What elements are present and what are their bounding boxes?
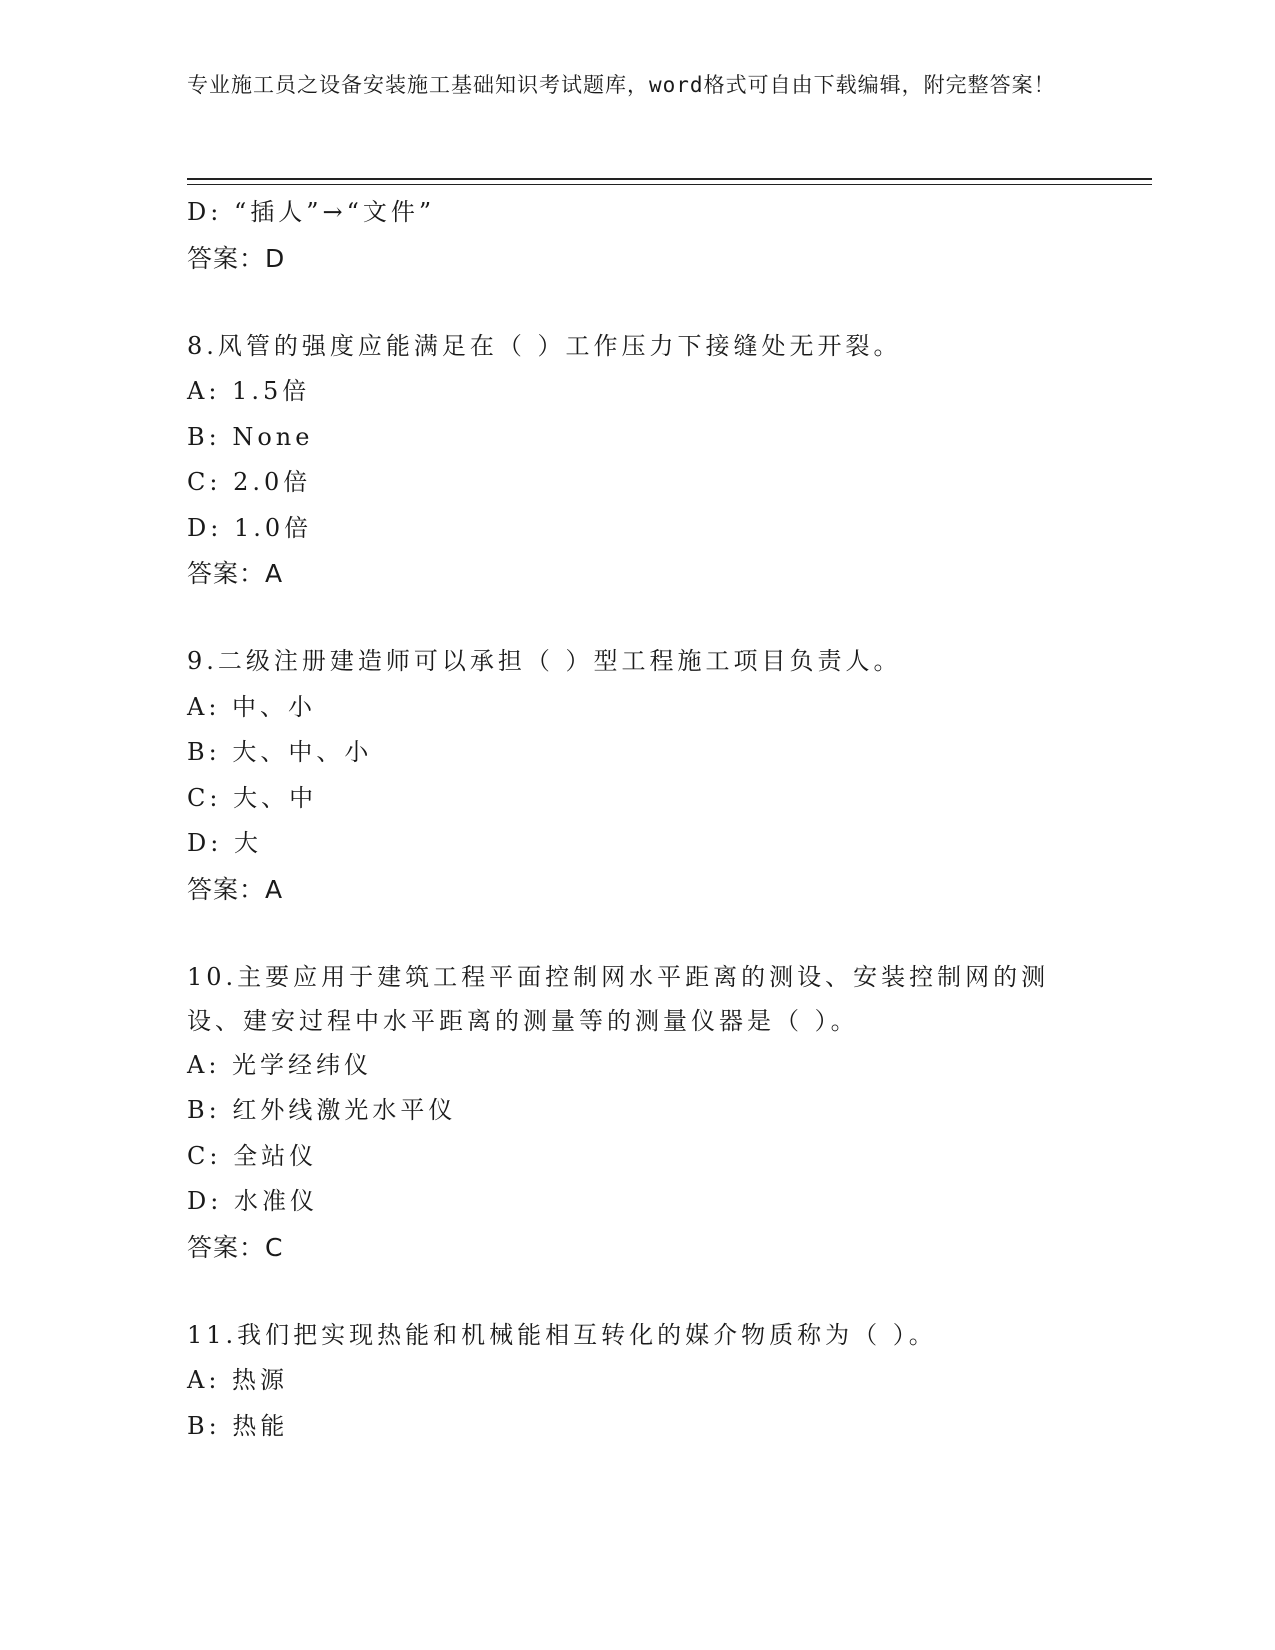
option-c: C: 2.0倍 [187, 468, 312, 496]
option-c: C: 大、中 [187, 783, 318, 812]
option-a: A: 中、小 [187, 692, 317, 721]
option-b: B: 热能 [187, 1411, 289, 1440]
spacer [187, 282, 1087, 324]
option-a: A: 热源 [187, 1366, 289, 1394]
option-d: D: “插人”→“文件” [187, 198, 436, 226]
option-b: B: 红外线激光水平仪 [187, 1096, 457, 1124]
document-header: 专业施工员之设备安装施工基础知识考试题库，word格式可自由下载编辑，附完整答案！ [187, 73, 1056, 97]
answer: 答案：C [187, 1232, 284, 1262]
header-divider-thin [187, 184, 1152, 185]
option-a: A: 光学经纬仪 [187, 1050, 373, 1079]
option-a: A: 1.5倍 [187, 377, 311, 405]
question-stem: 11.我们把实现热能和机械能相互转化的媒介物质称为（ ）。 [187, 1320, 937, 1349]
spacer [187, 597, 1087, 639]
question-stem: 9.二级注册建造师可以承担（ ）型工程施工项目负责人。 [187, 647, 902, 675]
option-b: B: None [187, 422, 314, 451]
option-d: D: 水准仪 [187, 1187, 318, 1215]
answer: 答案：D [187, 243, 286, 273]
question-stem: 8.风管的强度应能满足在（ ）工作压力下接缝处无开裂。 [187, 331, 902, 360]
option-b: B: 大、中、小 [187, 738, 373, 766]
answer: 答案：A [187, 559, 284, 588]
spacer [187, 913, 1087, 955]
option-c: C: 全站仪 [187, 1141, 318, 1170]
option-d: D: 1.0倍 [187, 513, 313, 542]
answer: 答案：A [187, 874, 284, 904]
question-stem: 10.主要应用于建筑工程平面控制网水平距离的测设、安装控制网的测设、建安过程中水平距离的测量等的测量仪器是（ ）。 [187, 962, 1050, 1035]
spacer [187, 1271, 1087, 1313]
header-divider-thick [187, 178, 1152, 180]
question-list [187, 190, 1087, 1449]
option-d: D: 大 [187, 829, 262, 857]
